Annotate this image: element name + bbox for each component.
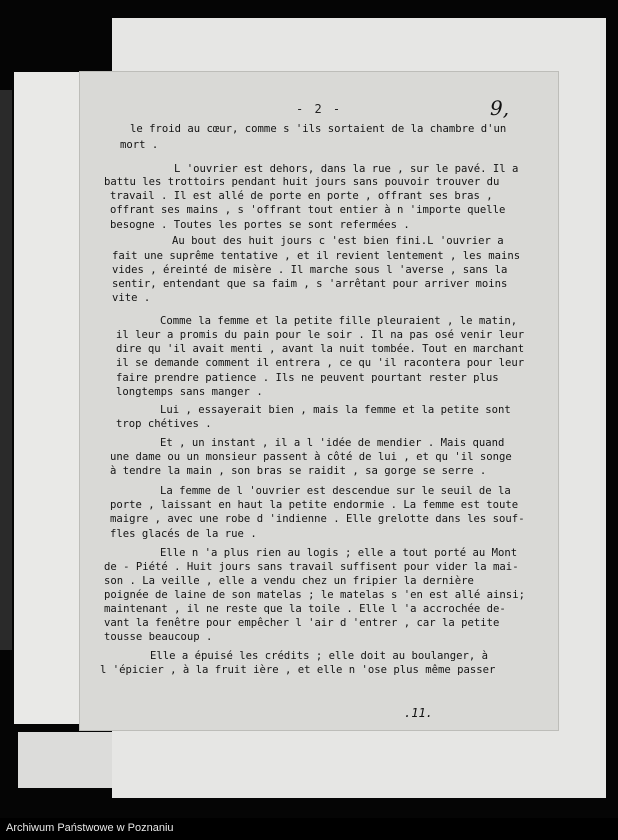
text-line: vides , éreinté de misère . Il marche sous l 'averse , sans la — [112, 264, 508, 276]
text-line: Comme la femme et la petite fille pleuraient , le matin, — [160, 315, 518, 327]
text-line: maintenant , il ne reste que la toile . Elle l 'a accrochée de- — [104, 603, 506, 615]
text-line: une dame ou un monsieur passent à côté de lui , et qu 'il songe — [110, 451, 512, 463]
text-line: battu les trottoirs pendant huit jours sans pouvoir trouver du — [104, 176, 500, 188]
text-line: trop chétives . — [116, 418, 212, 430]
text-line: faire prendre patience . Ils ne peuvent pourtant rester plus — [116, 372, 499, 384]
text-line: travail . Il est allé de porte en porte , offrant ses bras , — [110, 190, 493, 202]
text-line: besogne . Toutes les portes se sont refermées . — [110, 219, 410, 231]
text-line: vite . — [112, 292, 151, 304]
text-line: Elle n 'a plus rien au logis ; elle a tout porté au Mont — [160, 547, 518, 559]
text-line: de - Piété . Huit jours sans travail suffisent pour vider la mai- — [104, 561, 519, 573]
text-line: offrant ses mains , s 'offrant tout entier à n 'importe quelle — [110, 204, 506, 216]
text-line: La femme de l 'ouvrier est descendue sur le seuil de la — [160, 485, 511, 497]
folio-number: 9, — [490, 96, 510, 120]
text-line: fles glacés de la rue . — [110, 528, 257, 540]
text-line: poignée de laine de son matelas ; le matelas s 'en est allé ainsi; — [104, 589, 525, 601]
page-number: - 2 - — [296, 102, 343, 116]
text-line: dire qu 'il avait menti , avant la nuit tombée. Tout en marchant — [116, 343, 525, 355]
text-line: Et , un instant , il a l 'idée de mendier . Mais quand — [160, 437, 505, 449]
archive-caption-bar — [0, 818, 618, 840]
text-line: il leur a promis du pain pour le soir . Il na pas osé venir leur — [116, 329, 525, 341]
text-line: l 'épicier , à la fruit ière , et elle n 'ose plus même passer — [100, 664, 496, 676]
text-line: longtemps sans manger . — [116, 386, 263, 398]
text-line: Au bout des huit jours c 'est bien fini.L 'ouvrier a — [172, 235, 504, 247]
text-line: porte , laissant en haut la petite endormie . La femme est toute — [110, 499, 519, 511]
text-line: vant la fenêtre pour empêcher l 'air d 'entrer , car la petite — [104, 617, 500, 629]
text-line: L 'ouvrier est dehors, dans la rue , sur le pavé. Il a — [174, 163, 519, 175]
text-line: le froid au cœur, comme s 'ils sortaient de la chambre d'un — [130, 123, 507, 135]
text-line: tousse beaucoup . — [104, 631, 213, 643]
text-line: Lui , essayerait bien , mais la femme et la petite sont — [160, 404, 511, 416]
text-line: sentir, entendant que sa faim , s 'arrêtant pour arriver moins — [112, 278, 508, 290]
underlying-page-left — [14, 72, 80, 724]
text-line: maigre , avec une robe d 'indienne . Elle grelotte dans les souf- — [110, 513, 525, 525]
text-line: Elle a épuisé les crédits ; elle doit au boulanger, à — [150, 650, 489, 662]
text-line: fait une suprême tentative , et il revient lentement , les mains — [112, 250, 521, 262]
underlying-page-corner — [18, 732, 126, 788]
footer-mark: .11. — [404, 706, 433, 720]
text-line: il se demande comment il entrera , ce qu 'il racontera pour leur — [116, 357, 525, 369]
text-line: son . La veille , elle a vendu chez un fripier la dernière — [104, 575, 474, 587]
binding-edge — [0, 90, 12, 650]
archive-name: Archiwum Państwowe w Poznaniu — [6, 822, 174, 834]
text-line: mort . — [120, 139, 159, 151]
text-line: à tendre la main , son bras se raidit , sa gorge se serre . — [110, 465, 487, 477]
